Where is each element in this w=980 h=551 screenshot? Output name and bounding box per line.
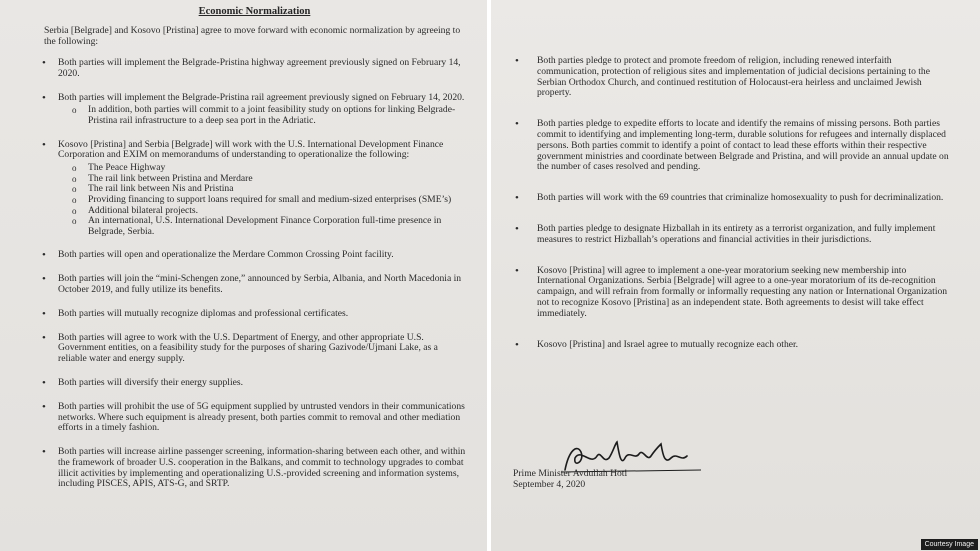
bullet-item — [513, 266, 956, 320]
bullet-text: Kosovo [Pristina] will agree to implement a one-year moratorium seeking new membership into International Organizations. Serbia [Belgrade] will agree to a one-year moratorium of its de-recognition campaign, and will refrain from formally or informally requesting any nation or International Organization not to recognize Kosovo [Pristina] as an independent state. Both agreements to desist will take effect immediately. — [537, 264, 948, 319]
sub-bullet-item: o An international, U.S. International Development Finance Corporation full-time presence in Belgrade, Serbia. — [72, 216, 469, 237]
right-bullet-list — [513, 56, 956, 350]
bullet-text: Both parties will mutually recognize diplomas and professional certificates. — [58, 307, 349, 319]
document-title: Economic Normalization — [198, 6, 311, 17]
bullet-text: Kosovo [Pristina] and Serbia [Belgrade] will work with the U.S. International Development Finance Corporation and EXIM on memorandums of understanding to operationalize the following: — [58, 138, 444, 161]
bullet-item — [40, 447, 469, 490]
bullet-item — [513, 340, 956, 351]
image-credit-badge: Courtesy Image — [921, 539, 978, 550]
signatory-name: Prime Minister Avdullah Hoti — [513, 468, 628, 479]
bullet-text: Both parties will implement the Belgrade-Pristina rail agreement previously signed on February 14, 2020. — [58, 91, 465, 103]
bullet-text: Both parties will open and operationalize the Merdare Common Crossing Point facility. — [58, 249, 394, 261]
sub-bullet-item: o The Peace Highway — [72, 163, 469, 174]
bullet-item — [40, 58, 469, 80]
sub-bullet-item: o In addition, both parties will commit to a joint feasibility study on options for linking Belgrade-Pristina rail infrastructure to a deep sea port in the Adriatic. — [72, 105, 469, 126]
sub-bullet-item: o The rail link between Nis and Pristina — [72, 184, 469, 195]
bullet-text: Both parties will implement the Belgrade-Pristina highway agreement previously signed on February 14, 2020. — [58, 57, 461, 79]
bullet-text: Both parties pledge to designate Hizballah in its entirety as a terrorist organization, and fully implement measures to restrict Hizballah’s operations and financial activities in their jurisdictions. — [537, 222, 936, 245]
bullet-text: Both parties will diversify their energy supplies. — [58, 376, 244, 388]
bullet-item — [40, 140, 469, 238]
bullet-text: Both parties pledge to expedite efforts to locate and identify the remains of missing persons. Both parties commit to identifying and implementing long-term, durable solutions for refugees and internally displaced persons. Both parties commit to identify a point of contact to lead these efforts within their respective government ministries and coordinate between Belgrade and Pristina, and will provide an annual update on the number of cases resolved and pending. — [537, 118, 949, 173]
signature-date: September 4, 2020 — [513, 479, 586, 490]
bullet-item — [513, 224, 956, 246]
bullet-text: Both parties will work with the 69 countries that criminalize homosexuality to push for decriminalization. — [537, 192, 944, 204]
bullet-item — [513, 56, 956, 99]
bullet-text: Kosovo [Pristina] and Israel agree to mutually recognize each other. — [537, 338, 799, 350]
bullet-text: Both parties will prohibit the use of 5G equipment supplied by untrusted vendors in their communications networks. Where such equipment is already present, both parties commit to removal and other mediation efforts in a timely fashion. — [58, 400, 465, 434]
bullet-item — [40, 378, 469, 389]
bullet-item — [40, 402, 469, 434]
bullet-text: Both parties will increase airline passenger screening, information-sharing between each other, and within the framework of broader U.S. cooperation in the Balkans, and commit to technology upgrades to combat illicit activities by implementing and operationalizing U.S.-provided screening and information systems, including PISCES, APIS, ATS-G, and SRTP. — [58, 446, 466, 490]
sub-bullet-list — [72, 163, 469, 237]
document-intro: Serbia [Belgrade] and Kosovo [Pristina] agree to move forward with economic normalization by agreeing to the following: — [44, 25, 461, 47]
sub-bullet-item: o The rail link between Pristina and Merdare — [72, 174, 469, 185]
bullet-text: Both parties pledge to protect and promote freedom of religion, including renewed interfaith communication, protection of religious sites and implementation of judicial decisions pertaining to the Serbian Orthodox Church, and continued restitution of Holocaust-era heirless and unclaimed Jewish property. — [537, 55, 930, 99]
bullet-item — [40, 309, 469, 320]
bullet-item — [513, 119, 956, 173]
sub-bullet-item: o Providing financing to support loans required for small and medium-sized enterprises (SME’s) — [72, 195, 469, 206]
signature-block — [513, 468, 627, 490]
bullet-item — [513, 193, 956, 204]
sub-bullet-list — [72, 105, 469, 126]
bullet-text: Both parties will join the “mini-Schengen zone,” announced by Serbia, Albania, and North Macedonia in October 2019, and fully utilize its benefits. — [58, 273, 462, 295]
right-document-page — [491, 0, 980, 551]
bullet-item — [40, 93, 469, 127]
bullet-text: Both parties will agree to work with the U.S. Department of Energy, and other appropriate U.S. Government entities, on a feasibility study for the purposes of sharing Gazivode/Ujmani Lake, as a reliable water and energy supply. — [58, 331, 438, 365]
bullet-item — [40, 274, 469, 296]
left-document-page — [0, 0, 487, 551]
bullet-item — [40, 333, 469, 365]
left-bullet-list — [40, 58, 469, 490]
sub-bullet-item: o Additional bilateral projects. — [72, 206, 469, 217]
bullet-item — [40, 250, 469, 261]
